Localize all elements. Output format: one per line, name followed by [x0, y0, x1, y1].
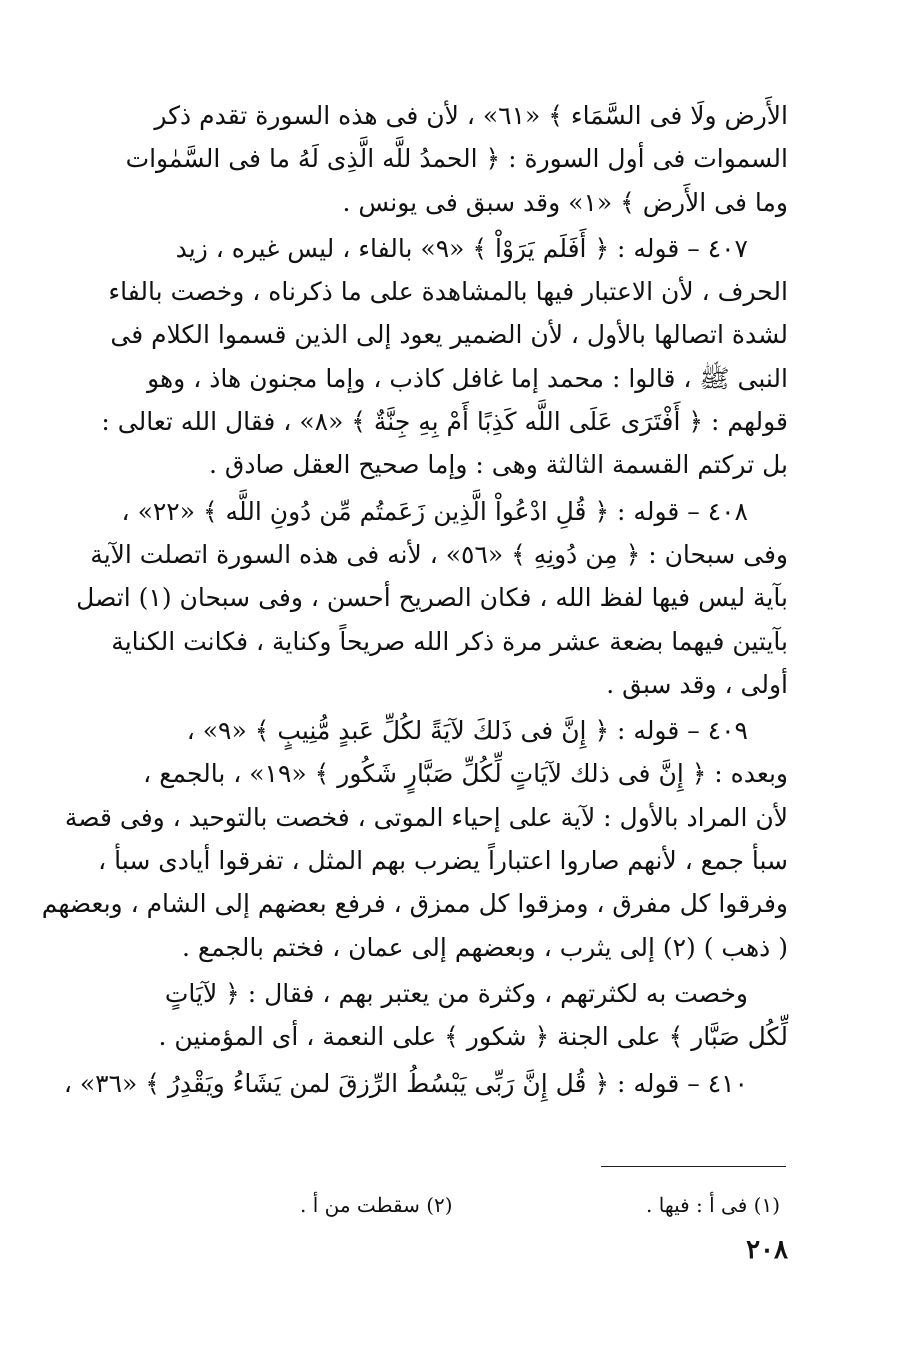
text-line: الأَرض ولَا فى السَّمَاء ﴾ «٦١» ، لأن فى هذه السورة تقدم ذكر [154, 101, 788, 130]
text-line: وما فى الأَرض ﴾ «١» وقد سبق فى يونس . [342, 187, 788, 217]
text-line: قولهم : ﴿ أَفْتَرَى عَلَى اللَّه كَذِبًا أَمْ بِهِ جِنَّةٌ ﴾ «٨» ، فقال الله تعالى : [101, 407, 788, 437]
text-line: لأن المراد بالأول : لآية على إحياء الموتى ، فخصت بالتوحيد ، وفى قصة [64, 802, 788, 832]
entry-409: ٤٠٩ – قوله : ﴿ إِنَّ فى ذَلكَ لآيَةً لكُلِّ عَبدٍ مُّنِيبٍ ﴾ «٩» ، [186, 716, 748, 746]
text-line: أولى ، وقد سبق . [606, 669, 788, 699]
main-text [41, 94, 788, 1105]
text-line: بآيتين فيهما بضعة عشر مرة ذكر الله صريحاً وكناية ، فكانت الكناية [111, 626, 788, 656]
text-line: سبأ جمع ، لأنهم صاروا اعتباراً يضرب بهم المثل ، تفرقوا أيادى سبأ ، [98, 846, 788, 876]
footnote-1: (١) فى أ : فيها . [646, 1193, 780, 1217]
text-line: لِّكُل صَبَّار ﴾ على الجنة ﴿ شكور ﴾ على النعمة ، أى المؤمنين . [158, 1022, 788, 1052]
text-line: الحرف ، لأن الاعتبار فيها بالمشاهدة على ما ذكرناه ، وخصت بالفاء [108, 277, 788, 307]
page-number: ٢٠٨ [746, 1235, 788, 1265]
text-line: بل تركتم القسمة الثالثة وهى : وإما صحيح العقل صادق . [209, 450, 788, 480]
text-line: السموات فى أول السورة : ﴿ الحمدُ للَّه الَّذِى لَهُ ما فى السَّمٰوات [125, 144, 788, 174]
text-line: بآية ليس فيها لفظ الله ، فكان الصريح أحسن ، وفى سبحان (١) اتصل [76, 583, 788, 613]
footnotes [300, 1190, 780, 1220]
entry-410: ٤١٠ – قوله : ﴿ قُل إِنَّ رَبِّى يَبْسُطُ الرِّزقَ لمن يَشَاءُ ويَقْدِرُ ﴾ «٣٦» ، [63, 1068, 748, 1098]
text-line: وخصت به لكثرتهم ، وكثرة من يعتبر بهم ، فقال : ﴿ لآيَاتٍ [164, 978, 748, 1008]
text-line: وفى سبحان : ﴿ مِن دُونِهِ ﴾ «٥٦» ، لأنه فى هذه السورة اتصلت الآية [90, 539, 788, 569]
text-line: ( ذهب ) (٢) إلى يثرب ، وبعضهم إلى عمان ، فختم بالجمع . [182, 932, 788, 962]
text-line: وبعده : ﴿ إِنَّ فى ذلك لآيَاتٍ لِّكُلِّ صَبَّارٍ شَكُور ﴾ «١٩» ، بالجمع ، [143, 759, 788, 789]
footnote-2: (٢) سقطت من أ . [300, 1193, 453, 1217]
entry-408: ٤٠٨ – قوله : ﴿ قُلِ ادْعُواْ الَّذِين زَعَمتُم مِّن دُونِ اللَّه ﴾ «٢٢» ، [121, 496, 748, 526]
text-line: وفرقوا كل مفرق ، ومزقوا كل ممزق ، فرفع بعضهم إلى الشام ، وبعضهم [41, 889, 788, 919]
text-line: لشدة اتصالها بالأول ، لأن الضمير يعود إلى الذين قسموا الكلام فى [110, 320, 788, 350]
text-line: النبى ﷺ ، قالوا : محمد إما غافل كاذب ، وإما مجنون هاذ ، وهو [147, 363, 788, 393]
footnote-separator [601, 1166, 786, 1167]
entry-407: ٤٠٧ – قوله : ﴿ أَفَلَم يَرَوْاْ ﴾ «٩» بالفاء ، ليس غيره ، زيد [175, 233, 748, 263]
